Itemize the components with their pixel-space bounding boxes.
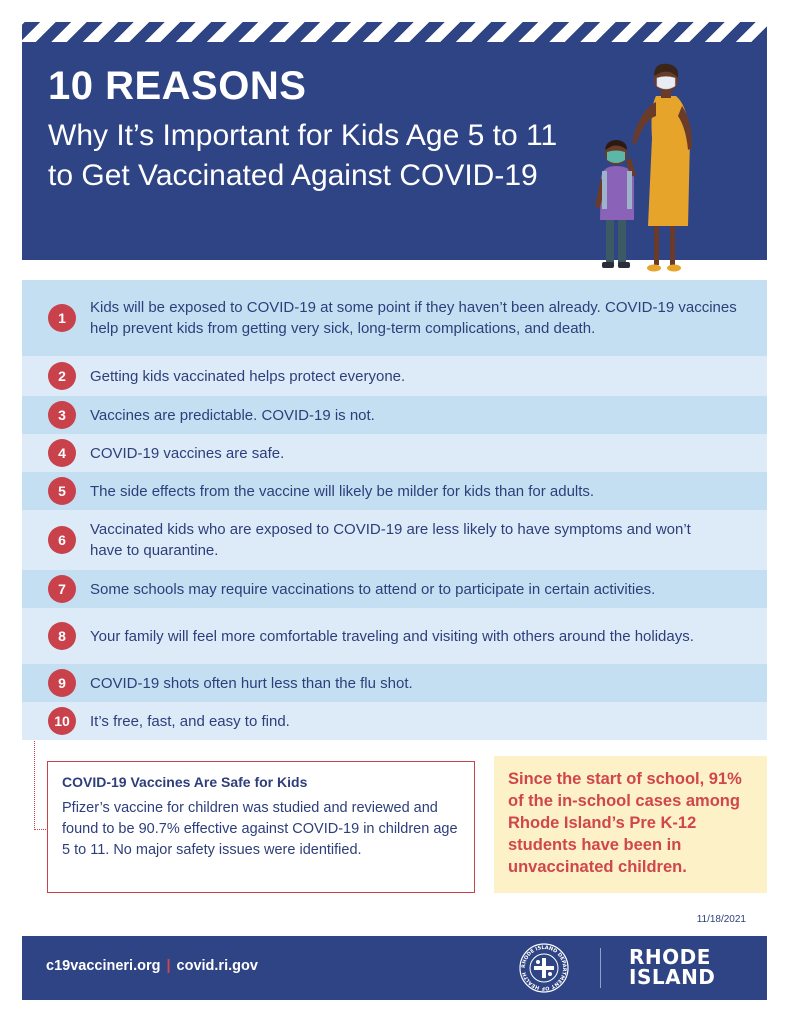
statistic-unvaccinated: unvaccinated (508, 858, 614, 876)
reason-text: COVID-19 vaccines are safe. (90, 444, 285, 462)
adult-figure-illustration (632, 64, 692, 272)
footer-bar (22, 936, 767, 1000)
statistic-text: Since the start of school, 91% of the in-school cases among Rhode Island’s Pre K-12 students have been in unvaccinated children. (508, 770, 742, 876)
reason-text: Vaccines are predictable. COVID-19 is not. (90, 406, 375, 424)
reason-text: Getting kids vaccinated helps protect everyone. (90, 367, 406, 385)
number-badge: 4 (48, 439, 76, 467)
list-item (22, 570, 767, 608)
number-badge: 1 (48, 304, 76, 332)
vaccine-safety-box (47, 761, 475, 893)
list-item (22, 608, 767, 664)
reasons-list (22, 280, 767, 740)
publication-date: 11/18/2021 (696, 914, 746, 925)
department-of-health-seal-icon (518, 942, 570, 994)
page-title: 10 REASONS (48, 64, 307, 108)
reason-text: Your family will feel more comfortable traveling and visiting with others around the holidays. (90, 627, 694, 645)
header-stripes (22, 22, 767, 42)
svg-text:RHODE ISLAND DEPARTMENT OF HEA: RHODE ISLAND DEPARTMENT OF HEALTH (520, 944, 568, 992)
number-badge: 5 (48, 477, 76, 505)
reason-text: The side effects from the vaccine will likely be milder for kids than for adults. (90, 482, 595, 500)
list-item (22, 702, 767, 740)
safety-box-body: Pfizer’s vaccine for children was studied and reviewed and found to be 90.7% effective against COVID-19 in children age 5 to 11. No major safety issues were identified. (62, 800, 458, 858)
link-c19vaccineri[interactable]: c19vaccineri.org (46, 958, 161, 974)
statistic-percent: 91% (708, 770, 742, 788)
list-item (22, 664, 767, 702)
reason-text: It’s free, fast, and easy to find. (90, 712, 290, 730)
reason-text: Vaccinated kids who are exposed to COVID-19 are less likely to have symptoms and won’t have to quarantine. (90, 521, 691, 559)
footer-links (46, 958, 258, 974)
link-covid-ri-gov[interactable]: covid.ri.gov (176, 958, 258, 974)
number-badge: 6 (48, 526, 76, 554)
number-badge: 3 (48, 401, 76, 429)
number-badge: 10 (48, 707, 76, 735)
list-item (22, 280, 767, 356)
reason-text: Some schools may require vaccinations to attend or to participate in certain activities. (90, 580, 656, 598)
family-illustration (592, 58, 702, 274)
number-badge: 7 (48, 575, 76, 603)
reason-text: COVID-19 shots often hurt less than the flu shot. (90, 674, 413, 692)
link-separator: | (166, 958, 171, 974)
rhode-island-logo: RHODE ISLAND (629, 945, 716, 989)
number-badge: 9 (48, 669, 76, 697)
statistic-callout (494, 756, 767, 893)
page-subtitle: Why It’s Important for Kids Age 5 to 11 to Get Vaccinated Against COVID-19 (48, 119, 558, 192)
list-item (22, 472, 767, 510)
reason-text: Kids will be exposed to COVID-19 at some point if they haven’t been already. COVID-19 vaccines help prevent kids from getting very sick, long-term complications, and death. (90, 299, 737, 337)
safety-box-title: COVID-19 Vaccines Are Safe for Kids (62, 774, 308, 790)
list-item (22, 396, 767, 434)
list-item (22, 356, 767, 396)
list-item (22, 510, 767, 570)
number-badge: 2 (48, 362, 76, 390)
number-badge: 8 (48, 622, 76, 650)
footer-divider (600, 948, 601, 988)
child-figure-illustration (595, 140, 636, 268)
list-item (22, 434, 767, 472)
